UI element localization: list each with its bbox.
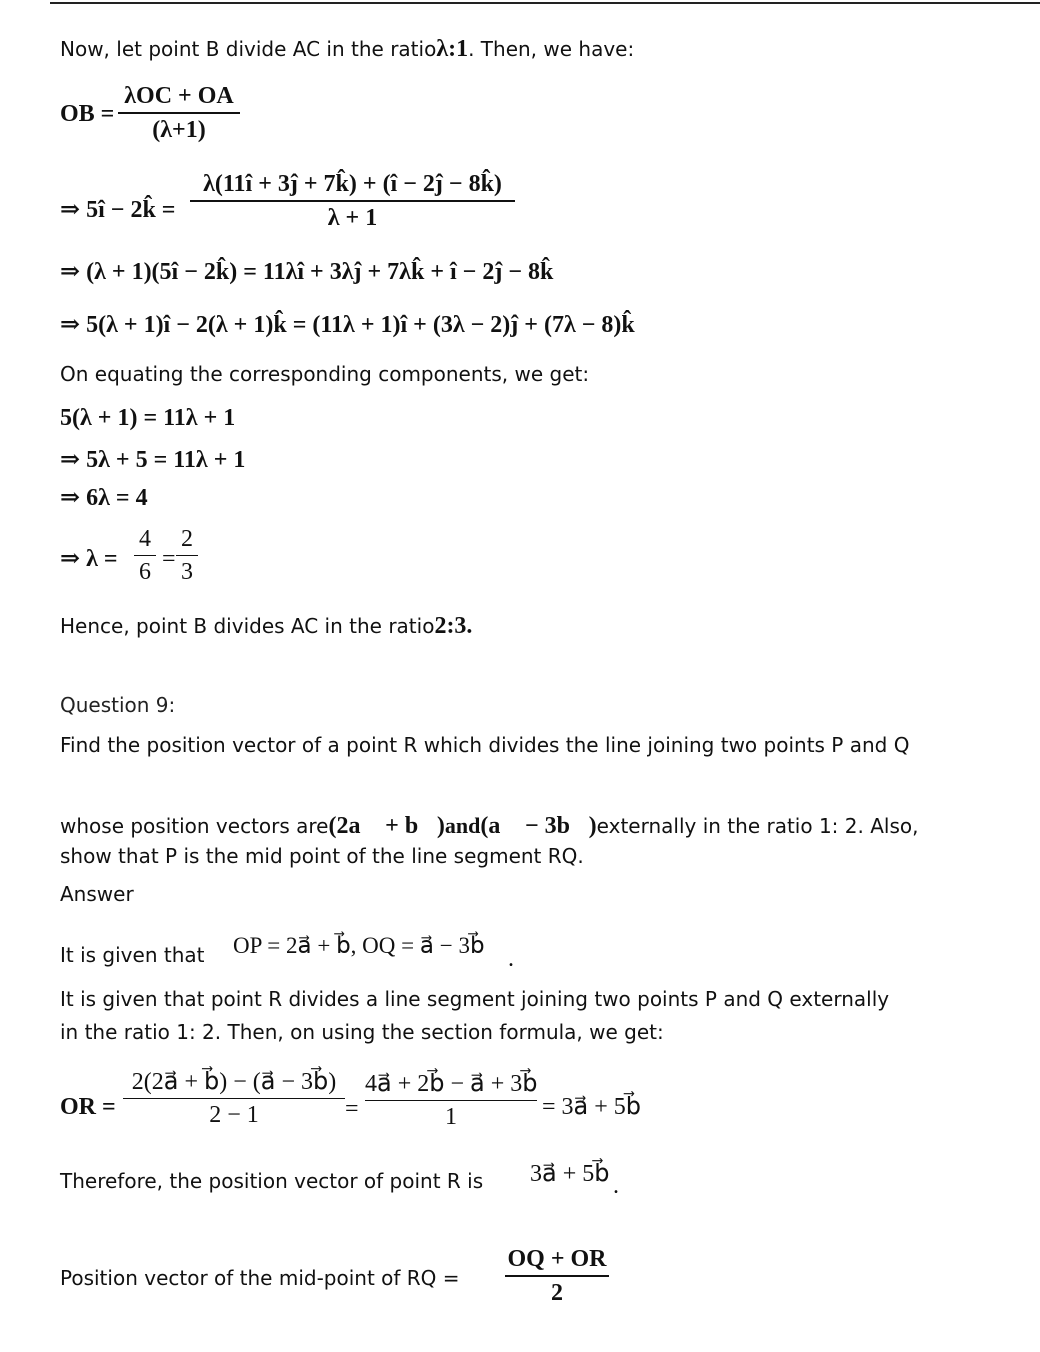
fraction-bar — [505, 1275, 609, 1277]
eq-line-4: ⇒ 5(λ + 1)î − 2(λ + 1)k̂ = (11λ + 1)î + (3λ − 2)ĵ + (7λ − 8)k̂ — [60, 312, 635, 338]
section-line-2: in the ratio 1: 2. Then, on using the section formula, we get: — [60, 1020, 664, 1044]
vector-p: (2a⃗ + b⃗) — [328, 813, 445, 839]
equating-text: On equating the corresponding components, we get: — [60, 362, 590, 386]
eq-8-equals: = — [162, 546, 176, 572]
eq-ob-denominator: (λ+1) — [152, 117, 206, 143]
fraction-bar — [176, 555, 198, 556]
given-line — [60, 942, 204, 968]
question-line-2-start: whose position vectors are — [60, 814, 329, 838]
eq-8-numerator-2: 2 — [181, 526, 193, 552]
therefore-value: 3a⃗ + 5b⃗ — [530, 1161, 610, 1187]
eq-5i-denominator: λ + 1 — [327, 205, 378, 231]
therefore-line — [60, 1168, 483, 1194]
question-line-3: show that P is the mid point of the line segment RQ. — [60, 844, 584, 868]
hence-line — [60, 612, 472, 640]
fraction-bar — [118, 112, 240, 114]
given-equation: OP = 2a⃗ + b⃗, OQ = a⃗ − 3b⃗ — [233, 933, 485, 958]
or-equals: = — [345, 1096, 359, 1122]
fraction-bar — [365, 1100, 537, 1101]
eq-5i-numerator: λ(11î + 3ĵ + 7k̂) + (î − 2ĵ − 8k̂) — [203, 171, 502, 197]
or-numerator-2: 4a⃗ + 2b⃗ − a⃗ + 3b⃗ — [365, 1071, 538, 1097]
question-heading: Question 9: — [60, 693, 176, 717]
eq-8-denominator-1: 6 — [139, 559, 151, 585]
eq-line-3: ⇒ (λ + 1)(5î − 2k̂) = 11λî + 3λĵ + 7λk̂ + î − 2ĵ − 8k̂ — [60, 259, 554, 285]
mid-numerator: OQ + OR — [507, 1246, 607, 1272]
eq-ob-numerator: λOC + OA — [124, 83, 234, 109]
or-denominator-2: 1 — [445, 1104, 457, 1130]
eq-line-6: ⇒ 5λ + 5 = 11λ + 1 — [60, 447, 246, 473]
mid-point-fraction — [505, 1245, 609, 1307]
given-text: It is given that — [60, 943, 205, 967]
intro-ratio: λ:1 — [436, 36, 469, 62]
eq-8-lhs: ⇒ λ = — [60, 546, 118, 572]
eq-ob-fraction — [118, 82, 240, 144]
or-fraction-1 — [123, 1068, 345, 1129]
eq-8-numerator-1: 4 — [139, 526, 151, 552]
mid-denominator: 2 — [551, 1280, 563, 1306]
hence-ratio: 2:3. — [434, 613, 473, 639]
given-dot: . — [508, 946, 514, 972]
intro-line — [60, 35, 634, 63]
eq-8-fraction-2 — [176, 525, 198, 586]
or-numerator-1: 2(2a⃗ + b⃗) − (a⃗ − 3b⃗) — [131, 1069, 337, 1095]
top-rule — [50, 2, 1040, 4]
question-line-1: Find the position vector of a point R which divides the line joining two points P and Q — [60, 733, 910, 757]
intro-text: Now, let point B divide AC in the ratio — [60, 37, 437, 61]
fraction-bar — [190, 200, 515, 202]
answer-label: Answer — [60, 882, 134, 906]
vector-q: (a⃗ − 3b⃗) — [480, 813, 597, 839]
eq-8-fraction-1 — [134, 525, 156, 586]
and-word: and — [444, 813, 481, 838]
eq-8-denominator-2: 3 — [181, 559, 193, 585]
or-fraction-2 — [365, 1070, 537, 1131]
or-denominator-1: 2 − 1 — [209, 1102, 259, 1128]
mid-point-text: Position vector of the mid-point of RQ = — [60, 1266, 460, 1290]
therefore-text: Therefore, the position vector of point R is — [60, 1169, 484, 1193]
question-line-2 — [60, 812, 918, 840]
eq-5i-fraction — [190, 170, 515, 232]
therefore-dot: . — [613, 1173, 619, 1199]
fraction-bar — [134, 555, 156, 556]
eq-line-7: ⇒ 6λ = 4 — [60, 485, 148, 511]
question-line-2-end: externally in the ratio 1: 2. Also, — [596, 814, 919, 838]
or-lhs: OR = — [60, 1094, 116, 1120]
fraction-bar — [123, 1098, 345, 1099]
section-line-1: It is given that point R divides a line segment joining two points P and Q externally — [60, 987, 890, 1011]
intro-tail: . Then, we have: — [468, 37, 635, 61]
eq-5i-lhs: ⇒ 5î − 2k̂ = — [60, 197, 176, 223]
eq-ob-lhs: OB = — [60, 101, 115, 127]
eq-line-5: 5(λ + 1) = 11λ + 1 — [60, 405, 236, 431]
hence-text: Hence, point B divides AC in the ratio — [60, 614, 435, 638]
or-result: = 3a⃗ + 5b⃗ — [542, 1094, 642, 1120]
